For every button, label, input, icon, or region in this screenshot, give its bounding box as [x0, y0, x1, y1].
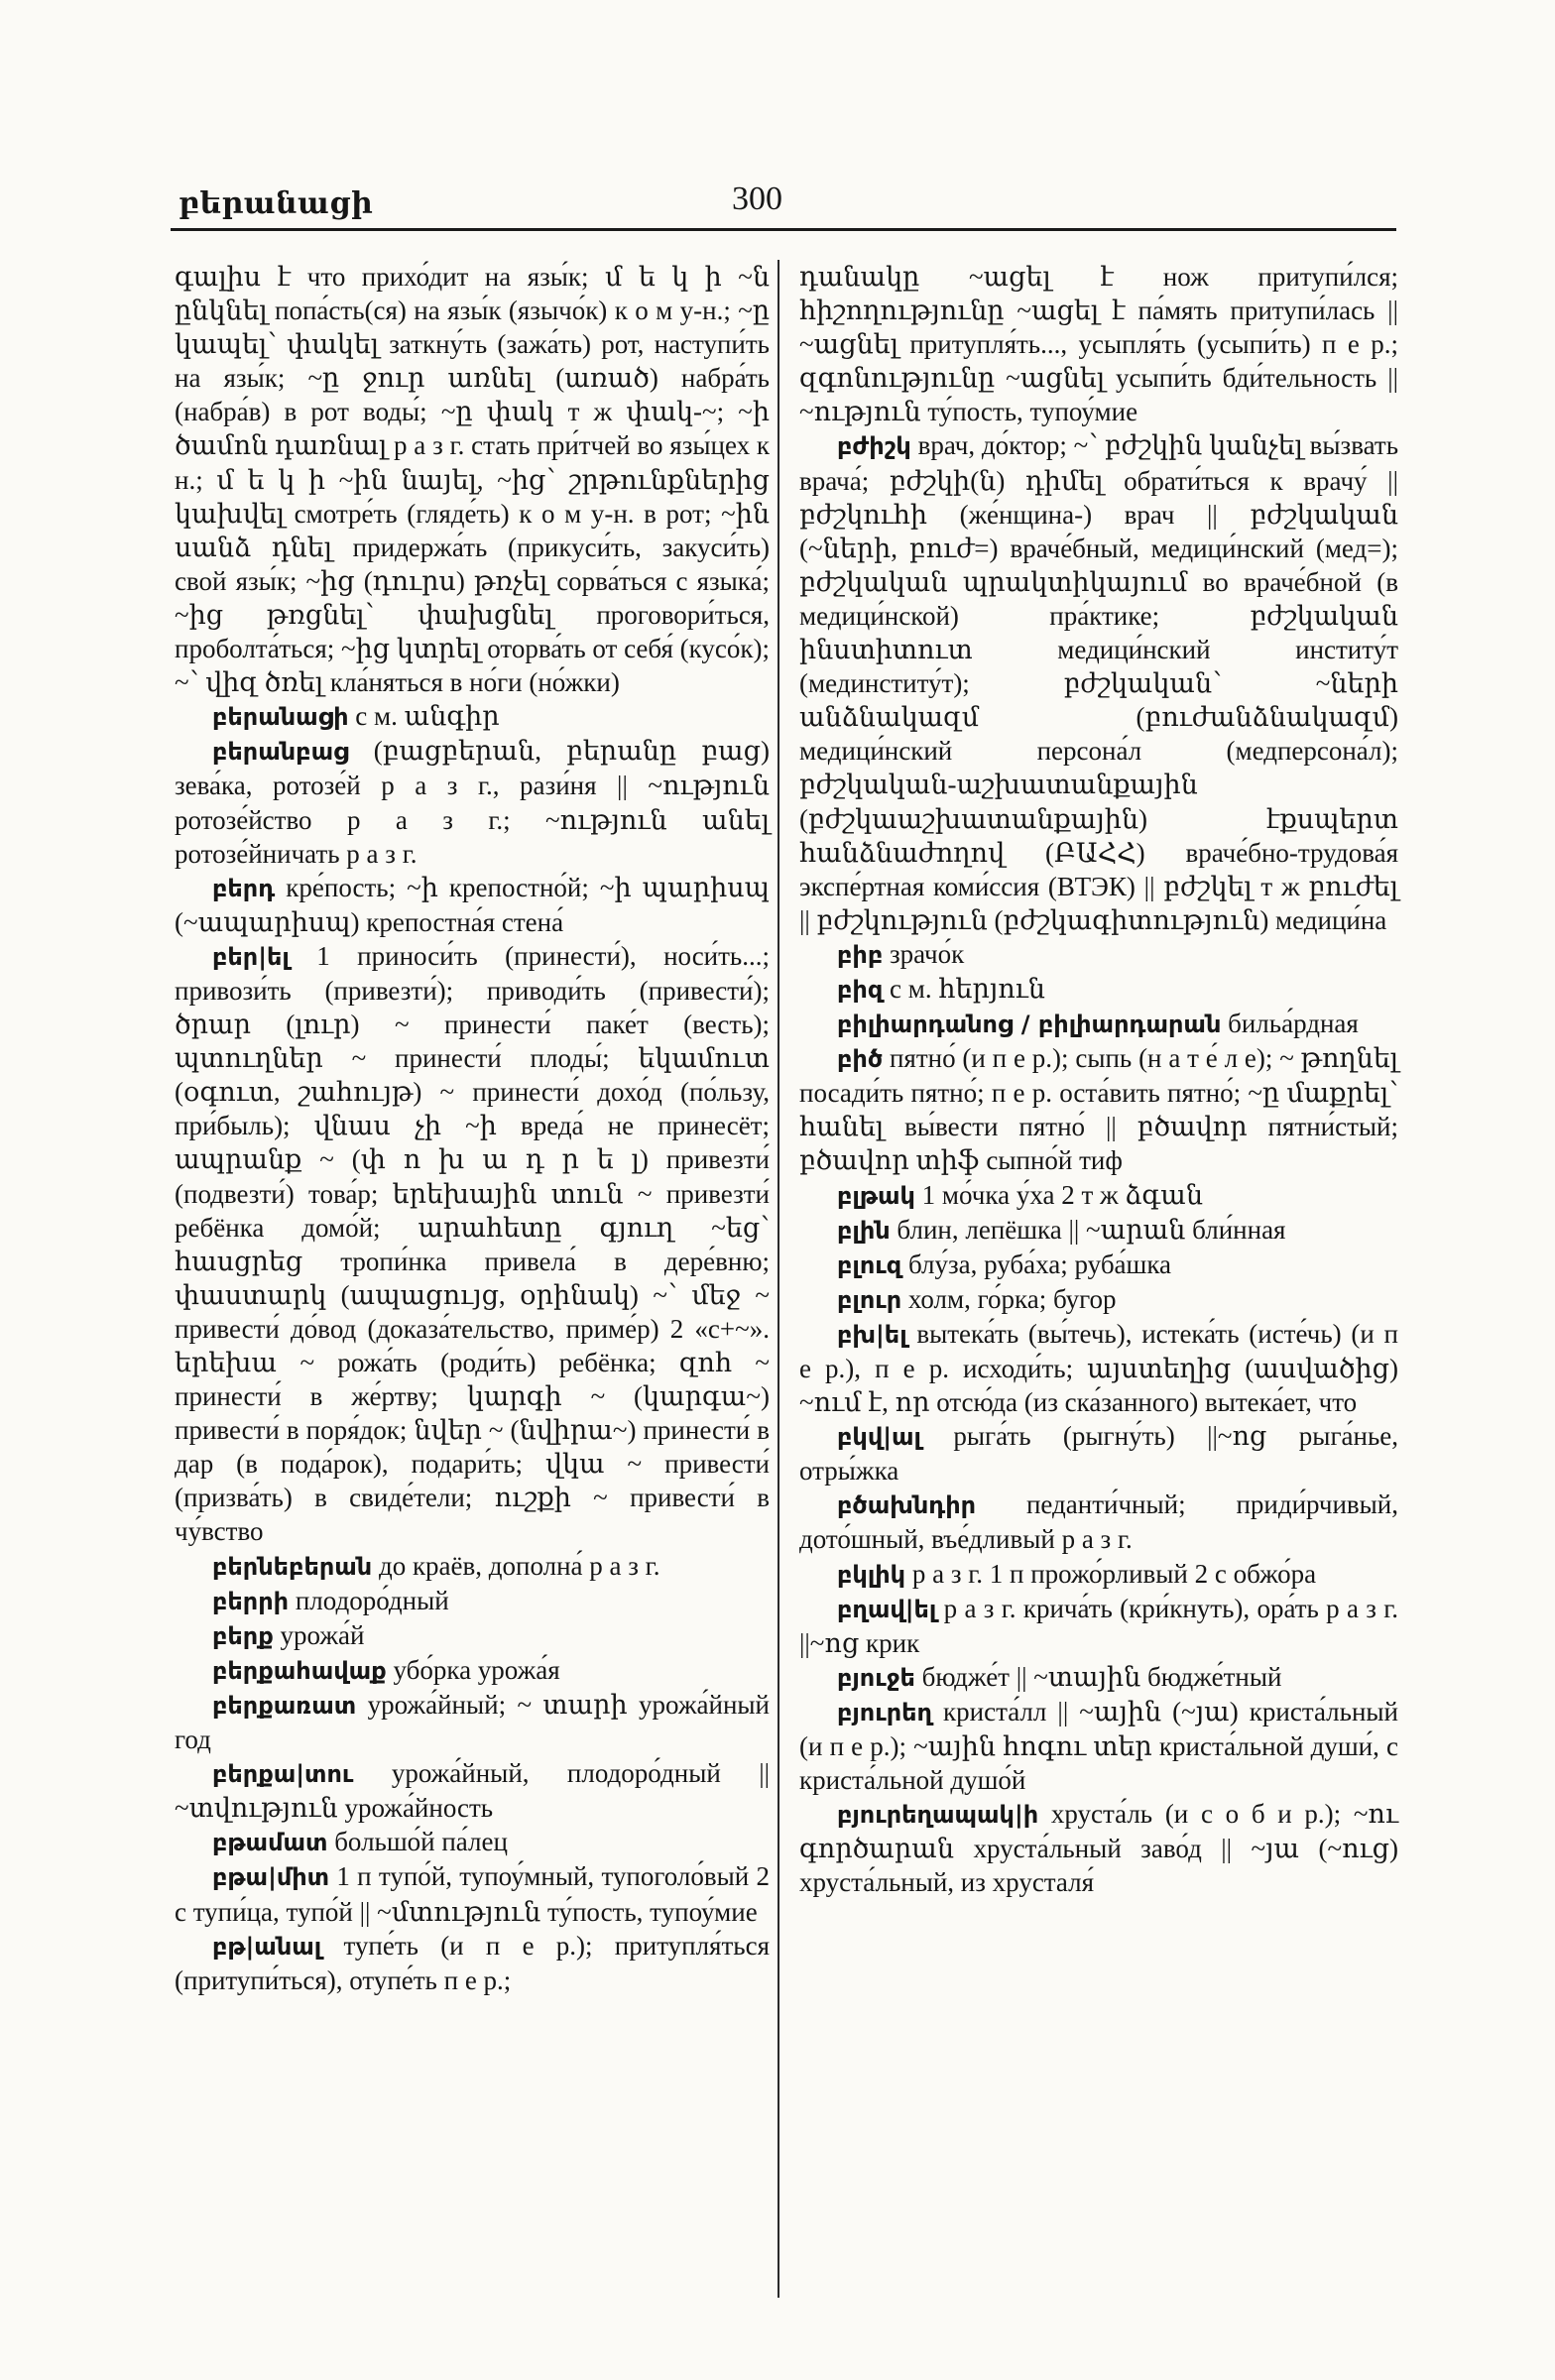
- entry-headword: բիլիարդանոց / բիլիարդարան: [837, 1011, 1222, 1039]
- dictionary-entry: [799, 1797, 1398, 1899]
- dictionary-entry: [799, 1317, 1398, 1419]
- dictionary-entry: [799, 1660, 1398, 1695]
- entry-definition: бюдже́т || ~տային бюдже́тный: [921, 1661, 1282, 1692]
- left-column: [175, 260, 770, 1997]
- entry-headword: բլուզ: [837, 1250, 902, 1279]
- entry-definition: 1 приноси́ть (принести́), носи́ть...; привози́ть (привезти́); приводи́ть (привести́); ծրար (լուր) ~ принести́ паке́т (весть); պտուղներ ~ принести́ плоды́; եկամուտ (օգուտ, շահույթ) ~ принести́ дохо́д (по́льзу, при́быль); վնաս չի ~ի вреда́ не принесёт; ապրանք ~ (փ ո խ ա դ ր ե լ) привезти́ (подвезти́) това́р; երեխային տուն ~ привезти́ ребёнка домо́й; արահետը գյուղ ~եց՝ հասցրեց тропи́нка привела́ в дере́вню; փաստարկ (ապացույց, օրինակ) ~՝ մեջ ~ привести́ до́вод (доказа́тельство, приме́р) 2 «с+~». երեխա ~ рожа́ть (роди́ть) ребёнка; զոհ ~ принести́ в же́ртву; կարգի ~ (կարգա~) привести́ в поря́док; նվեր ~ (նվիրա~) принести́ в дар (в пода́рок), подари́ть; վկա ~ привести́ (призва́ть) в свиде́тели; ուշքի ~ привести́ в чу́вство: [175, 940, 770, 1547]
- entry-headword: բերքա|տու: [212, 1760, 354, 1789]
- entry-headword: բերդ: [212, 874, 276, 902]
- entry-headword: բերանացի: [212, 703, 349, 732]
- entry-headword: բերքառատ: [212, 1691, 357, 1720]
- entry-headword: բլուր: [837, 1285, 902, 1314]
- entry-headword: բթա|միտ: [212, 1863, 330, 1892]
- entry-headword: բերնեբերան: [212, 1552, 373, 1581]
- running-head: բերանացի: [179, 186, 374, 221]
- dictionary-entry: [799, 1557, 1398, 1592]
- page-header: [0, 0, 1555, 238]
- entry-headword: բերք: [212, 1621, 274, 1650]
- dictionary-entry: [799, 972, 1398, 1007]
- entry-definition: գալիս է что прихо́дит на язы́к; մ ե կ ի ~ն ընկնել попа́сть(ся) на язы́к (язычо́к) к о м у-н.; ~ը կապել՝ փակել заткну́ть (зажа́ть) рот, наступи́ть на язы́к; ~ը ջուր առնել (առած) набра́ть (набра́в) в рот воды́; ~ը փակ т ж փակ-~; ~ի ծամոն դառնալ р а з г. стать при́тчей во язы́цех к н.; մ ե կ ի ~ին նայել, ~ից՝ շրթունքներից կախվել смотре́ть (гляде́ть) к о м у-н. в рот; ~ին սանձ դնել придержа́ть (прикуси́ть, закуси́ть) свой язы́к; ~ից (դուրս) թռչել сорва́ться с языка́; ~ից թռցնել՝ փախցնել проговори́ться, проболта́ться; ~ից կտրել оторва́ть от себя́ (кусо́к); ~՝ վիզ ծռել кла́няться в но́ги (но́жки): [175, 262, 770, 698]
- entry-headword: բխ|ել: [837, 1320, 907, 1349]
- entry-definition: холм, го́рка; бугор: [907, 1283, 1117, 1314]
- entry-definition: 1 п тупо́й, тупоу́мный, тупоголо́вый 2 с тупи́ца, тупо́й || ~մտություն ту́пость, тупоу́мие: [175, 1861, 770, 1927]
- entry-headword: բլթակ: [837, 1181, 915, 1210]
- entry-headword: բյուրեղապակ|ի: [837, 1801, 1039, 1830]
- entry-definition: криста́лл || ~ային (~յա) криста́льный (и п е р.); ~ային հոգու տեր криста́льной души́, с криста́льной душо́й: [799, 1696, 1398, 1796]
- entry-definition: урожа́йный, плодоро́дный || ~տվություն урожа́йность: [175, 1758, 771, 1824]
- entry-definition: блу́за, руба́ха; руба́шка: [907, 1249, 1172, 1279]
- entry-headword: բթամատ: [212, 1829, 328, 1857]
- header-rule: [171, 228, 1396, 231]
- entry-headword: բեր|ել: [212, 942, 290, 971]
- dictionary-entry: [175, 734, 770, 870]
- dictionary-entry: [799, 1041, 1398, 1177]
- entry-headword: բկլիկ: [837, 1560, 906, 1589]
- page-number: 300: [732, 180, 782, 217]
- entry-definition: с м. անգիր: [355, 701, 500, 732]
- entry-definition: вытека́ть (вы́течь), истека́ть (исте́чь) (и п е р.), п е р. исходи́ть; այստեղից (ասվածից) ~ում է, որ отсю́да (из ска́занного) вытека́ет, что: [799, 1318, 1399, 1418]
- dictionary-entry: [175, 939, 770, 1549]
- entry-definition: педанти́чный; приди́рчивый, дото́шный, въе́дливый р а з г.: [799, 1489, 1398, 1555]
- dictionary-entry: [175, 1929, 770, 1997]
- entry-headword: բյուրեղ: [837, 1698, 932, 1726]
- entry-definition: урожа́йный; ~ տարի урожа́йный год: [175, 1689, 771, 1755]
- entry-headword: բղավ|ել: [837, 1595, 937, 1623]
- entry-headword: բիբ: [837, 940, 884, 969]
- dictionary-entry: [175, 1584, 770, 1618]
- entry-headword: բլին: [837, 1216, 891, 1245]
- dictionary-entry: [175, 699, 770, 734]
- dictionary-entry: [175, 1688, 770, 1756]
- entry-definition: блин, лепёшка || ~արան бли́нная: [897, 1214, 1286, 1245]
- dictionary-entry: [799, 1213, 1398, 1248]
- dictionary-entry: [799, 1695, 1398, 1797]
- entry-headword: բիծ: [837, 1045, 884, 1074]
- entry-headword: բյուջե: [837, 1663, 915, 1692]
- dictionary-entry: [175, 1549, 770, 1584]
- entry-headword: բիզ: [837, 975, 884, 1004]
- entry-definition: зрачо́к: [889, 938, 965, 969]
- dictionary-entry: [175, 1756, 770, 1825]
- entry-definition: тупе́ть (и п е р.); притупля́ться (притупи́ться), отупе́ть п е р.;: [175, 1930, 770, 1995]
- dictionary-entry: [175, 1825, 770, 1859]
- entry-definition: до краёв, дополна́ р а з г.: [378, 1550, 660, 1581]
- dictionary-entry: [799, 1178, 1398, 1213]
- entry-definition: большо́й па́лец: [334, 1827, 508, 1857]
- dictionary-entry: [799, 1282, 1398, 1317]
- dictionary-entry: [175, 1618, 770, 1653]
- entry-headword: բծախնդիր: [837, 1491, 977, 1520]
- entry-definition: пятно́ (и п е р.); сыпь (н а т е́ л е); ~ թողնել посади́ть пятно́; п е р. оста́вить пятно́; ~ը մաքրել՝ հանել вы́вести пятно́ || բծավոր пятни́стый; բծավոր տիֆ сыпно́й тиф: [799, 1043, 1399, 1176]
- entry-definition: убо́рка урожа́я: [393, 1654, 560, 1685]
- entry-definition: с м. հերյուն: [890, 973, 1045, 1004]
- entry-definition: бильа́рдная: [1228, 1009, 1359, 1039]
- entry-definition: рыга́ть (рыгну́ть) ||~ոց рыга́нье, отры́жка: [799, 1421, 1399, 1487]
- dictionary-entry: [799, 1419, 1398, 1488]
- entry-definition: դանակը ~ացել է нож притупи́лся; հիշողությունը ~ացել է па́мять притупи́лась || ~ացնել притупля́ть..., усыпля́ть (усыпи́ть) п е р.; զգոնությունը ~ացնել усыпи́ть бди́тельность || ~ություն ту́пость, тупоу́мие: [799, 262, 1398, 427]
- entry-definition: врач, до́ктор; ~՝ բժշկին կանչել вы́звать врача́; բժշկի(ն) դիմել обрати́ться к врачу́ || բժշկուհի (же́нщина-) врач || բժշկական (~ների, բուժ=) враче́бный, медици́нский (мед=); բժշկական պրակտիկայում во враче́бной (в медици́нской) пра́ктике; բժշկական ինստիտուտ медици́нский институ́т (мединститу́т); բժշկական՝ ~ների անձնակազմ (բուժանձնակազմ) медици́нский персона́л (медперсона́л); բժշկական-աշխատանքային (բժշկաաշխատանքային) էքսպերտ հանձնաժողով (ԲԱՀՀ) враче́бно-трудова́я экспе́ртная коми́ссия (ВТЭК) || բժշկել т ж բուժել || բժշկություն (բժշկագիտություն) медици́на: [799, 430, 1399, 935]
- dictionary-entry: [799, 1007, 1398, 1041]
- dictionary-entry: [799, 1592, 1398, 1660]
- dictionary-entry: [175, 871, 770, 939]
- entry-headword: բերրի: [212, 1587, 290, 1615]
- entry-headword: բերքահավաք: [212, 1656, 387, 1685]
- dictionary-entry: [175, 260, 770, 699]
- dictionary-entry: [799, 937, 1398, 972]
- entry-definition: плодоро́дный: [295, 1585, 449, 1615]
- entry-definition: кре́пость; ~ի крепостно́й; ~ի պարիսպ (~ապարիսպ) крепостна́я стена́: [175, 872, 771, 937]
- dictionary-entry: [799, 1488, 1398, 1556]
- column-divider: [778, 260, 779, 2298]
- right-column: [799, 260, 1398, 1900]
- dictionary-entry: [799, 1248, 1398, 1282]
- entry-headword: բժիշկ: [837, 432, 911, 461]
- entry-definition: 1 мо́чка у́ха 2 т ж ձգան: [921, 1179, 1203, 1210]
- entry-headword: բթ|անալ: [212, 1932, 322, 1961]
- entry-definition: урожа́й: [280, 1619, 365, 1650]
- entry-headword: բերանբաց: [212, 738, 349, 767]
- dictionary-entry: [799, 260, 1398, 428]
- dictionary-entry: [175, 1653, 770, 1688]
- dictionary-entry: [175, 1859, 770, 1928]
- entry-definition: (բացբերան, բերանը բաց) зева́ка, ротозе́й р а з г., рази́ня || ~ություն ротозе́йство р а з г.; ~ություն անել ротозе́йничать р а з г.: [175, 736, 770, 869]
- entry-headword: բկվ|ալ: [837, 1423, 921, 1452]
- entry-definition: хруста́ль (и с о б и р.); ~ու գործարան хруста́льный заво́д || ~յա (~ուց) хруста́льный, из хрусталя́: [799, 1799, 1398, 1898]
- entry-definition: р а з г. крича́ть (кри́кнуть), ора́ть р а з г. ||~ոց крик: [799, 1593, 1399, 1658]
- entry-definition: р а з г. 1 п прожо́рливый 2 с обжо́ра: [911, 1558, 1317, 1589]
- dictionary-entry: [799, 428, 1398, 936]
